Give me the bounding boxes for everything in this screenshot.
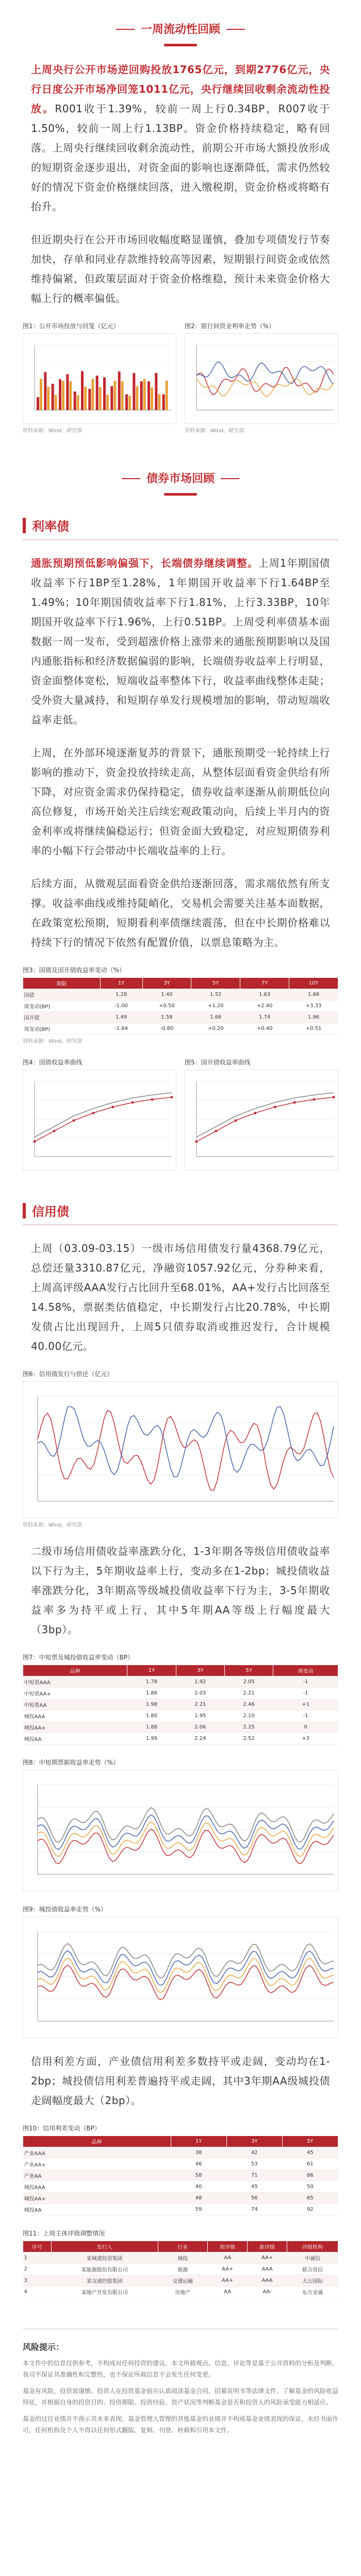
rates-paragraph-3: 后续方面，从微观层面看资金供给逐渐回落，需求端依然有所支撑。收益率曲线或维持陡峭化，交易机会需要关注基本面数据，在政策宽松预期，短期看利率债继续震荡，但在中长期价格难以持续下行的情况下依然有配置价值，以票息策略为主。 <box>31 877 330 948</box>
credit-paragraph-2: 二级市场信用债收益率涨跌分化，1-3年期各等级信用债收益率以下行为主，5年期收益率上行，变动多在1-2bp；城投债收益率涨跌分化，3年期高等级城投债收益率下行为主，3-5年期收益率多为持平或上行，其中5年期AA等级上行幅度最大（3bp）。 <box>31 1545 330 1636</box>
table-cell: 1.98 <box>127 1699 176 1710</box>
curve-point <box>274 1106 276 1108</box>
curve-point <box>132 1101 134 1104</box>
table-header-cell: 品种 <box>23 1665 127 1676</box>
table-cell: 1.52 <box>191 989 240 1001</box>
table-cell: 能源 <box>158 2264 208 2275</box>
section-bond-header <box>0 434 361 496</box>
table-row <box>23 2204 338 2215</box>
figure-credit-yield-table <box>23 1653 338 1744</box>
money-rate-chart <box>185 333 338 424</box>
bar-mark <box>52 384 54 410</box>
curve-point <box>171 1096 173 1098</box>
table-header-cell: 3Y <box>176 1665 224 1676</box>
table-row <box>23 1676 338 1688</box>
table-cell: 城投AAA <box>23 1710 127 1722</box>
table-cell: 48 <box>171 2193 226 2204</box>
bar-mark <box>162 394 165 410</box>
bar-mark <box>155 373 157 410</box>
table-cell: 城投AA <box>23 2204 171 2215</box>
figure-source: 资料来源：Wind，研究部 <box>23 428 83 434</box>
table-cell: 1.95 <box>176 1710 224 1722</box>
table-cell: 65 <box>282 2193 338 2204</box>
table-cell: 1.88 <box>127 1722 176 1733</box>
bar-mark <box>91 379 94 410</box>
bar-mark <box>147 381 150 410</box>
table-row <box>23 2193 338 2204</box>
lgfv-yield-chart <box>23 1917 338 2038</box>
table-header-cell: 5Y <box>191 978 240 989</box>
figure-caption: 图2：银行间资金利率走势（%） <box>185 323 275 330</box>
yield-line <box>38 1951 334 1985</box>
curve-line <box>35 1097 172 1142</box>
table-cell: 国债 <box>23 989 101 1001</box>
table-cell: 42 <box>226 2147 282 2159</box>
table-cell: +2.40 <box>240 1001 289 1012</box>
yield-line <box>38 1958 334 1992</box>
table-cell: 产业AA+ <box>23 2159 171 2170</box>
table-cell: 国开债 <box>23 1012 101 1023</box>
liquidity-paragraph-2: 但近期央行在公开市场回收幅度略显谨慎，叠加专项债发行节奏加快，存单和同业存款维持较高等因素，短期银行间资金或依然维持偏紧，但政策层面对于资金价格维稳，预计未来资金价格大幅上行的概率偏低。 <box>31 233 330 304</box>
table-cell: 1.49 <box>100 1012 142 1023</box>
table-cell: AA+ <box>248 2252 287 2264</box>
table-header-cell: 7Y <box>240 978 289 989</box>
bar-mark <box>110 386 113 410</box>
table-cell: 城投AA+ <box>23 1722 127 1733</box>
risk-paragraph: 本文件中的信息仅供参考，不构成对任何投资的建议。本文所载观点、信息、评论等是基于公开资料的分析及判断，我司不保证其准确性和完整性，也不保证所载信息不会发生任何变更。 <box>23 2360 339 2378</box>
table-row <box>23 1699 338 1710</box>
table-cell: AA- <box>248 2286 287 2298</box>
table-row <box>23 1722 338 1733</box>
table-cell: 1.68 <box>289 989 338 1001</box>
figure-caption: 图11：上周主体评级调整情况 <box>23 2230 105 2237</box>
table-cell: 40 <box>171 2181 226 2193</box>
table-cell: +1.20 <box>191 1001 240 1012</box>
curve-point <box>92 1112 95 1114</box>
risk-paragraph: 基金的过往业绩并不预示其未来表现，基金管理人管理的其他基金的业绩并不构成基金业绩表现的保证。未经书面许可，任何机构及个人不得以任何形式翻版、复制、刊登、转载和引用本文件。 <box>23 2415 339 2434</box>
table-cell: AA+ <box>208 2275 248 2286</box>
bar-mark <box>133 373 135 410</box>
table-cell: -1 <box>273 1688 338 1699</box>
table-cell: +3 <box>273 1733 338 1744</box>
figure-rating-table <box>23 2229 338 2298</box>
table-cell: 某地产开发有限公司 <box>51 2286 158 2298</box>
curve-point <box>195 1140 198 1143</box>
bar-mark <box>81 371 84 410</box>
risk-disclosure <box>23 2329 338 2436</box>
table-header-cell: 3Y <box>226 2136 282 2147</box>
liquidity-paragraph-1 <box>31 60 330 216</box>
curve-point <box>235 1120 237 1122</box>
mtn-yield-chart <box>23 1770 338 1891</box>
table-cell: 1.40 <box>142 989 191 1001</box>
subsection-title-text: 信用债 <box>32 1205 69 1219</box>
credit-issuance-chart <box>23 1381 338 1518</box>
table-cell: +0.50 <box>142 1001 191 1012</box>
bar-mark <box>99 387 102 410</box>
credit-paragraph-3: 信用利差方面，产业债信用利差多数持平或走阔，变动均在1-2bp；城投债信用利差普遍持平或走阔，其中3年期AA级城投债走阔幅度最大（2bp）。 <box>31 2055 330 2107</box>
table-cell: 1.80 <box>127 1710 176 1722</box>
rating-change-table <box>23 2241 338 2298</box>
table-cell: 城投AA+ <box>23 2193 171 2204</box>
table-row <box>23 2159 338 2170</box>
table-cell: 1.86 <box>127 1688 176 1699</box>
table-cell: 周变动(BP) <box>23 1001 101 1012</box>
table-cell: 某交通控股集团 <box>51 2275 158 2286</box>
yield-line <box>38 1965 334 1999</box>
yield-line <box>38 1822 334 1857</box>
table-cell: 1.92 <box>176 1676 224 1688</box>
table-cell: -0.80 <box>142 1023 191 1035</box>
table-cell: -1.00 <box>100 1001 142 1012</box>
table-cell: 东方金诚 <box>287 2286 338 2298</box>
figure-caption: 图4：国债收益率曲线 <box>23 1059 83 1066</box>
table-cell: 1.28 <box>100 989 142 1001</box>
table-header-cell: 序号 <box>23 2241 52 2252</box>
table-cell: 1.58 <box>142 1012 191 1023</box>
bar-mark <box>47 387 50 410</box>
table-cell: 86 <box>282 2170 338 2181</box>
table-cell: 74 <box>226 2204 282 2215</box>
bar-mark <box>88 389 91 410</box>
figure-yield-table <box>23 965 338 1044</box>
table-cell: 产业AAA <box>23 2147 171 2159</box>
figure-caption: 图9：城投债收益率走势（%） <box>23 1906 107 1913</box>
table-header-cell: 行业 <box>158 2241 208 2252</box>
bar-mark <box>59 379 61 410</box>
table-cell: +0.51 <box>289 1023 338 1035</box>
table-cell: 71 <box>226 2170 282 2181</box>
table-cell: 2.25 <box>224 1722 273 1733</box>
table-cell: 2.21 <box>176 1699 224 1710</box>
liquidity-body: R001收于1.39%，较前一周上行0.34BP，R007收于1.50%，较前一周上行1.13BP。资金价格持续稳定，略有回落。上周央行继续回收剩余流动性，前期公开市场大额投放形成的短期资金逐步退出，对资金面的影响也逐渐降低，需求仍然较好的情况下资金价格继续回落，进入缴税期，资金价格或将略有抬升。 <box>31 103 330 213</box>
figure-caption: 图3：国债及国开债收益率变动（%） <box>23 967 126 974</box>
bar-mark <box>166 381 168 410</box>
table-header-cell: 原评级 <box>208 2241 248 2252</box>
table-row <box>23 2252 338 2264</box>
table-cell: +0.40 <box>240 1023 289 1035</box>
table-cell: 46 <box>171 2159 226 2170</box>
section-liquidity-header <box>0 0 361 46</box>
govt-curve-line-chart <box>23 1070 176 1168</box>
rates-paragraph-2: 上周，在外部环境逐渐复苏的背景下，通胀预期受一轮持续上行影响的推动下，资金投放持续走高，从整体层面看资金供给有所下降，对应资金需求仍保持稳定，债券收益率逐渐从前期低位向高位修复，市场开始关注后续宏观政策动向，后续上半月内的资金利率或将继续偏稳运行；但资金面大致稳定，对应短期债券利率的小幅下行会带动中长端收益率的上行。 <box>31 747 330 857</box>
table-cell: 45 <box>282 2147 338 2159</box>
liquidity-highlight: 上周央行公开市场逆回购投放1765亿元，到期2776亿元，央行日度公开市场净回笼1011亿元，央行继续回收剩余流动性投放。 <box>31 63 330 115</box>
table-cell: 2.21 <box>224 1688 273 1699</box>
table-cell: 1.96 <box>289 1012 338 1023</box>
table-row <box>23 2147 338 2159</box>
section-title-liquidity: 一周流动性回顾 <box>116 21 245 37</box>
table-header-cell: 1Y <box>100 978 142 989</box>
rate-line <box>196 368 334 395</box>
risk-paragraph: 基金有风险，投资需谨慎。投资人在投资基金前应认真阅读基金合同、招募说明书等法律文件，了解基金的风险收益特征，并根据自身的投资目的、投资期限、投资经验、资产状况等判断基金是否和投资人的风险承受能力相适应。 <box>23 2387 339 2406</box>
table-header-cell: 发行人 <box>51 2241 158 2252</box>
subsection-marker <box>23 518 26 533</box>
table-cell: 房地产 <box>158 2286 208 2298</box>
bar-mark <box>106 395 109 410</box>
rates-body: 上周1年期国债收益率下行1BP至1.28%，1年期国开收益率下行1.64BP至1.49%；10年期国债收益率下行1.81%，上行3.33BP，10年期国开收益率下行1.96%，上行0.51BP。上周受利率债基本面数据一周一发布，受到超涨价格上涨带来的通胀预期影响以及国内通胀指标和经济数据偏弱的影响，长端债券收益率上行明显，资金面整体宽松，短端收益率整体下行，收益率曲线整体走陡；受外资大量减持，和短期存单发行规模增加的影响，带动短端收益率走低。 <box>31 557 331 726</box>
table-cell: 2.05 <box>224 1676 273 1688</box>
curve-point <box>215 1130 218 1132</box>
table-cell: 城投AAA <box>23 2181 171 2193</box>
bar-mark <box>66 374 69 410</box>
bar-mark <box>55 395 57 410</box>
bar-mark <box>113 381 116 410</box>
table-row <box>23 989 338 1001</box>
figure-credit-issuance <box>23 1369 338 1528</box>
subsection-title-text: 利率债 <box>32 519 69 534</box>
table-cell: 4 <box>23 2286 52 2298</box>
bar-mark <box>103 377 106 410</box>
table-cell: 3 <box>23 2275 52 2286</box>
table-cell: -1.64 <box>100 1023 142 1035</box>
table-cell: 59 <box>171 2204 226 2215</box>
table-cell: 61 <box>282 2159 338 2170</box>
table-cell: 1.99 <box>127 1733 176 1744</box>
mtn-yield-line-chart <box>23 1770 338 1889</box>
table-cell: 联合资信 <box>287 2264 338 2275</box>
bar-mark <box>125 394 128 410</box>
money-rate-line-chart <box>185 334 338 421</box>
yield-line <box>38 1944 334 1978</box>
rate-line <box>196 362 334 384</box>
yield-curve-figures <box>23 1058 338 1171</box>
table-row <box>23 1688 338 1699</box>
cdb-curve-chart <box>185 1070 338 1171</box>
table-cell: AA <box>208 2286 248 2298</box>
table-cell: AA <box>208 2252 248 2264</box>
bar-mark <box>74 392 76 410</box>
curve-line <box>196 1097 334 1142</box>
table-cell: 中短票AA+ <box>23 1688 127 1699</box>
table-cell: AA+ <box>208 2264 248 2275</box>
figure-caption: 图1：公开市场投放与回笼（亿元） <box>23 323 120 330</box>
table-header-cell: 1Y <box>171 2136 226 2147</box>
table-header-cell: 期限 <box>23 978 101 989</box>
figure-caption: 图8：中短期票据收益率走势（%） <box>23 1759 120 1766</box>
govt-curve-chart <box>23 1070 176 1171</box>
bar-mark <box>37 397 39 410</box>
table-row <box>23 2170 338 2181</box>
figure-open-market <box>23 321 176 434</box>
figure-cdb-curve <box>185 1058 338 1171</box>
table-cell: AAA <box>248 2275 287 2286</box>
bar-mark <box>69 381 72 410</box>
bar-mark <box>143 379 146 410</box>
table-header-cell: 周变动 <box>273 1665 338 1676</box>
table-cell: 1.63 <box>240 989 289 1001</box>
table-header-cell: 新评级 <box>248 2241 287 2252</box>
table-cell: 2.52 <box>224 1733 273 1744</box>
table-row <box>23 2181 338 2193</box>
yield-line <box>38 1829 334 1863</box>
figure-spread-table <box>23 2124 338 2215</box>
yield-change-table <box>23 977 338 1035</box>
subsection-divider <box>23 539 338 540</box>
table-cell: 产业AA <box>23 2170 171 2181</box>
section-underline <box>164 493 197 496</box>
curve-point <box>333 1096 335 1098</box>
liquidity-figures <box>23 321 338 434</box>
bar-mark <box>77 395 79 410</box>
table-cell: 2.24 <box>176 1733 224 1744</box>
table-header-cell: 5Y <box>282 2136 338 2147</box>
bar-mark <box>136 386 138 410</box>
curve-point <box>112 1106 114 1108</box>
open-market-bar-chart <box>23 334 176 421</box>
table-cell: 某城建投资集团 <box>51 2252 158 2264</box>
credit-issuance-line-chart <box>23 1382 338 1516</box>
table-cell: 58 <box>171 2170 226 2181</box>
table-cell: 周变动(BP) <box>23 1023 101 1035</box>
figure-source: 资料来源：Wind，研究部 <box>23 1039 83 1044</box>
lgfv-yield-line-chart <box>23 1917 338 2036</box>
bar-mark <box>140 381 143 410</box>
cdb-curve-line-chart <box>185 1070 338 1168</box>
table-cell: +1 <box>273 1699 338 1710</box>
table-header-cell: 评级机构 <box>287 2241 338 2252</box>
bar-mark <box>84 386 87 410</box>
figure-source: 资料来源：Wind，研究部 <box>23 1522 83 1528</box>
table-cell: -1 <box>273 1710 338 1722</box>
table-cell: 0 <box>273 1722 338 1733</box>
table-cell: +3.33 <box>289 1001 338 1012</box>
table-cell: 中短票AA <box>23 1699 127 1710</box>
figure-caption: 图5：国开债收益率曲线 <box>185 1059 251 1066</box>
figure-govt-curve <box>23 1058 176 1171</box>
table-cell: 2.46 <box>224 1699 273 1710</box>
figure-money-rates <box>185 321 338 434</box>
table-header-cell: 1Y <box>127 1665 176 1676</box>
table-cell: +0.20 <box>191 1023 240 1035</box>
table-header-cell: 3Y <box>142 978 191 989</box>
table-cell: 交通运输 <box>158 2275 208 2286</box>
table-cell: 1.78 <box>127 1676 176 1688</box>
table-cell: 53 <box>226 2159 282 2170</box>
table-cell: 1.74 <box>240 1012 289 1023</box>
figure-caption: 图6：信用债发行与偿还（亿元） <box>23 1370 113 1378</box>
table-row <box>23 2275 338 2286</box>
bar-mark <box>96 376 99 410</box>
table-cell: 50 <box>282 2181 338 2193</box>
table-header-cell: 5Y <box>224 1665 273 1676</box>
table-row <box>23 2286 338 2298</box>
section-underline <box>164 44 197 46</box>
table-cell: 中诚信 <box>287 2252 338 2264</box>
table-cell: AAA <box>248 2264 287 2275</box>
curve-point <box>53 1130 56 1132</box>
open-market-chart <box>23 333 176 424</box>
curve-point <box>151 1098 154 1101</box>
bar-mark <box>121 381 124 410</box>
subsection-rates-title <box>23 516 361 534</box>
table-header-cell: 10Y <box>289 978 338 989</box>
table-cell: 2 <box>23 2264 52 2275</box>
bar-mark <box>151 387 153 410</box>
bar-mark <box>128 396 131 410</box>
table-row <box>23 1001 338 1012</box>
table-cell: 2.03 <box>176 1688 224 1699</box>
curve-point <box>254 1112 257 1114</box>
curve-point <box>34 1140 36 1143</box>
table-row <box>23 2264 338 2275</box>
bar-mark <box>118 371 121 410</box>
table-cell: 2.10 <box>224 1710 273 1722</box>
risk-title: 风险提示： <box>23 2342 64 2352</box>
table-cell: 城投 <box>158 2252 208 2264</box>
repayment-line <box>38 1406 334 1477</box>
table-cell: -1 <box>273 1676 338 1688</box>
table-row <box>23 1733 338 1744</box>
rates-paragraph-1 <box>31 553 330 730</box>
figure-lgfv-yields <box>23 1905 338 2038</box>
subsection-marker <box>23 1203 26 1218</box>
table-cell: 38 <box>171 2147 226 2159</box>
credit-yield-table <box>23 1665 338 1744</box>
table-cell: 1 <box>23 2252 52 2264</box>
table-cell: 某能源股份有限公司 <box>51 2264 158 2275</box>
table-cell: 中短票AAA <box>23 1676 127 1688</box>
rates-highlight: 通胀预期预低影响偏强下，长端债券继续调整。 <box>31 557 258 569</box>
table-cell: 1.66 <box>191 1012 240 1023</box>
bar-mark <box>62 381 64 410</box>
table-cell: 45 <box>226 2181 282 2193</box>
subsection-credit-title <box>23 1201 361 1219</box>
credit-paragraph-1: 上周（03.09-03.15）一级市场信用债发行量4368.79亿元，总偿还量3310.87亿元，净融资1057.92亿元，分券种来看，上周高评级AAA发行占比回升至68.01%，AA+发行占比回落至14.58%，票据类估值稳定，中长期发行占比20.78%，中长期发债占比出现回升，上周5只债券取消或推迟发行，合计规模40.00亿元。 <box>31 1242 330 1352</box>
section-title-bond: 债券市场回顾 <box>122 470 239 486</box>
table-cell: 大公国际 <box>287 2275 338 2286</box>
table-cell: 城投AA <box>23 1733 127 1744</box>
table-row <box>23 1710 338 1722</box>
table-row <box>23 1023 338 1035</box>
credit-spread-table <box>23 2136 338 2215</box>
table-cell: 2.06 <box>176 1722 224 1733</box>
table-cell: 92 <box>282 2204 338 2215</box>
table-row <box>23 1012 338 1023</box>
figure-source: 资料来源：Wind，研究部 <box>185 428 244 434</box>
curve-point <box>73 1120 75 1122</box>
table-header-cell: 品种 <box>23 2136 171 2147</box>
bar-mark <box>44 372 46 410</box>
curve-point <box>293 1101 296 1104</box>
figure-caption: 图7：中短票及城投债收益率变动（BP） <box>23 1654 134 1661</box>
table-cell: 56 <box>226 2193 282 2204</box>
figure-mtn-yields <box>23 1758 338 1891</box>
bar-mark <box>158 394 160 410</box>
figure-caption: 图10：信用利差变动（BP） <box>23 2125 101 2132</box>
bar-mark <box>40 379 42 410</box>
curve-point <box>313 1098 316 1101</box>
